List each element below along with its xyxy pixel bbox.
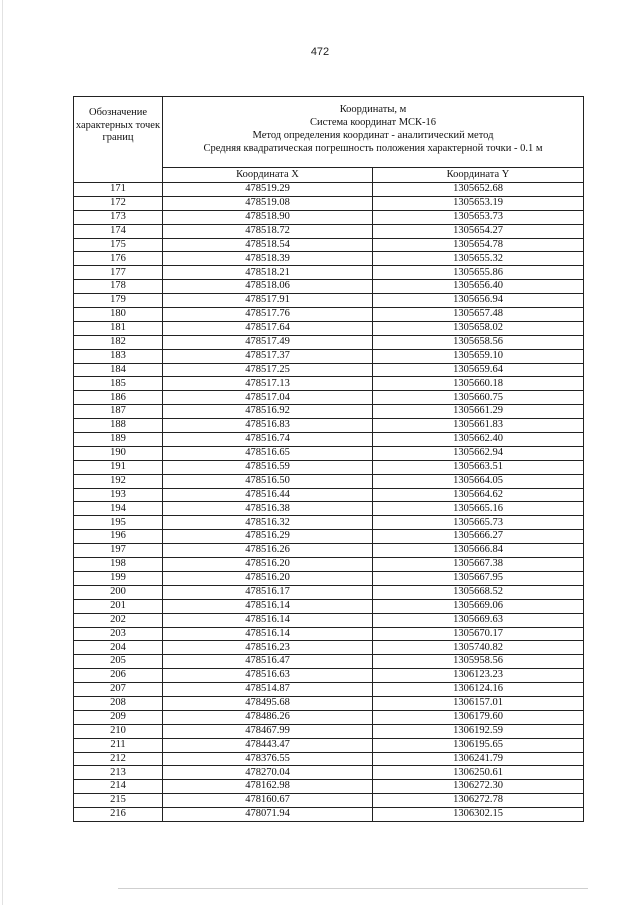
coordinate-y-cell: 1305661.83 — [373, 419, 584, 433]
point-designation-header: Обозначение характерных точек границ — [74, 97, 163, 183]
table-row — [74, 405, 584, 419]
point-id-cell: 185 — [74, 377, 163, 391]
point-id-cell: 179 — [74, 294, 163, 308]
table-row — [74, 391, 584, 405]
coordinate-x-cell: 478518.39 — [163, 252, 373, 266]
table-row — [74, 599, 584, 613]
point-id-cell: 200 — [74, 585, 163, 599]
coordinate-x-cell: 478516.92 — [163, 405, 373, 419]
point-id-cell: 199 — [74, 571, 163, 585]
table-row — [74, 502, 584, 516]
coordinate-y-cell: 1305655.32 — [373, 252, 584, 266]
coordinate-x-cell: 478516.14 — [163, 613, 373, 627]
point-id-cell: 193 — [74, 488, 163, 502]
table-row — [74, 696, 584, 710]
coordinate-x-cell: 478519.08 — [163, 196, 373, 210]
table-row — [74, 683, 584, 697]
point-id-cell: 213 — [74, 766, 163, 780]
table-row — [74, 183, 584, 197]
table-row — [74, 363, 584, 377]
coordinate-x-cell: 478516.17 — [163, 585, 373, 599]
coordinate-y-cell: 1305654.27 — [373, 224, 584, 238]
coordinate-x-cell: 478270.04 — [163, 766, 373, 780]
point-id-cell: 188 — [74, 419, 163, 433]
point-id-cell: 208 — [74, 696, 163, 710]
table-row — [74, 641, 584, 655]
point-id-cell: 210 — [74, 724, 163, 738]
coordinate-y-cell: 1305652.68 — [373, 183, 584, 197]
coordinate-x-cell: 478517.49 — [163, 335, 373, 349]
column-x-header: Координата X — [163, 168, 373, 183]
point-id-cell: 176 — [74, 252, 163, 266]
table-row — [74, 544, 584, 558]
table-row — [74, 238, 584, 252]
coordinate-x-cell: 478376.55 — [163, 752, 373, 766]
point-id-cell: 174 — [74, 224, 163, 238]
coordinate-y-cell: 1306302.15 — [373, 808, 584, 822]
coordinate-y-cell: 1305654.78 — [373, 238, 584, 252]
coordinate-y-cell: 1306123.23 — [373, 669, 584, 683]
coordinate-x-cell: 478516.83 — [163, 419, 373, 433]
coordinate-x-cell: 478516.63 — [163, 669, 373, 683]
coordinate-x-cell: 478518.54 — [163, 238, 373, 252]
coordinate-y-cell: 1305668.52 — [373, 585, 584, 599]
table-row — [74, 655, 584, 669]
coordinate-y-cell: 1305660.75 — [373, 391, 584, 405]
point-id-cell: 216 — [74, 808, 163, 822]
scan-edge-line — [2, 0, 3, 905]
coordinate-y-cell: 1305664.62 — [373, 488, 584, 502]
coordinate-y-cell: 1305958.56 — [373, 655, 584, 669]
coordinate-x-cell: 478514.87 — [163, 683, 373, 697]
coordinate-x-cell: 478516.14 — [163, 599, 373, 613]
coordinate-x-cell: 478162.98 — [163, 780, 373, 794]
coordinate-y-cell: 1305653.73 — [373, 210, 584, 224]
table-row — [74, 488, 584, 502]
point-id-cell: 207 — [74, 683, 163, 697]
coordinate-x-cell: 478517.13 — [163, 377, 373, 391]
coordinate-x-cell: 478071.94 — [163, 808, 373, 822]
table-row — [74, 419, 584, 433]
table-row — [74, 210, 584, 224]
coordinate-y-cell: 1305661.29 — [373, 405, 584, 419]
coordinate-y-cell: 1305658.56 — [373, 335, 584, 349]
coordinate-x-cell: 478516.32 — [163, 516, 373, 530]
coordinate-y-cell: 1306272.30 — [373, 780, 584, 794]
coordinate-x-cell: 478517.37 — [163, 349, 373, 363]
coordinate-x-cell: 478518.90 — [163, 210, 373, 224]
coordinate-x-cell: 478516.38 — [163, 502, 373, 516]
point-id-cell: 195 — [74, 516, 163, 530]
coordinates-header — [163, 97, 584, 168]
coordinate-x-cell: 478516.20 — [163, 571, 373, 585]
coordinate-y-cell: 1306250.61 — [373, 766, 584, 780]
coordinate-x-cell: 478467.99 — [163, 724, 373, 738]
table-row — [74, 252, 584, 266]
table-row — [74, 710, 584, 724]
coordinate-y-cell: 1305670.17 — [373, 627, 584, 641]
point-id-cell: 194 — [74, 502, 163, 516]
table-row — [74, 571, 584, 585]
coordinate-y-cell: 1306195.65 — [373, 738, 584, 752]
coordinate-y-cell: 1305669.63 — [373, 613, 584, 627]
coordinate-y-cell: 1305656.94 — [373, 294, 584, 308]
coordinate-y-cell: 1306157.01 — [373, 696, 584, 710]
coordinate-x-cell: 478495.68 — [163, 696, 373, 710]
point-id-cell: 190 — [74, 446, 163, 460]
point-id-cell: 204 — [74, 641, 163, 655]
coordinate-y-cell: 1305665.73 — [373, 516, 584, 530]
coordinate-y-cell: 1305662.40 — [373, 433, 584, 447]
table-row — [74, 766, 584, 780]
page-number: 472 — [310, 46, 330, 58]
coordinates-table — [73, 96, 584, 822]
coordinate-y-cell: 1305662.94 — [373, 446, 584, 460]
table-row — [74, 613, 584, 627]
point-id-cell: 198 — [74, 558, 163, 572]
column-y-header: Координата Y — [373, 168, 584, 183]
point-id-cell: 183 — [74, 349, 163, 363]
point-id-cell: 189 — [74, 433, 163, 447]
point-id-cell: 212 — [74, 752, 163, 766]
coordinate-x-cell: 478518.72 — [163, 224, 373, 238]
coordinate-x-cell: 478516.65 — [163, 446, 373, 460]
point-id-cell: 177 — [74, 266, 163, 280]
table-row — [74, 224, 584, 238]
coordinate-y-cell: 1306192.59 — [373, 724, 584, 738]
header-line-system: Система координат МСК-16 — [309, 117, 437, 129]
point-id-cell: 201 — [74, 599, 163, 613]
point-id-cell: 215 — [74, 794, 163, 808]
table-row — [74, 294, 584, 308]
table-row — [74, 752, 584, 766]
coordinate-y-cell: 1305657.48 — [373, 308, 584, 322]
table-row — [74, 808, 584, 822]
table-row — [74, 321, 584, 335]
header-line-accuracy: Средняя квадратическая погрешность положения характерной точки - 0.1 м — [203, 143, 543, 155]
coordinate-x-cell: 478516.14 — [163, 627, 373, 641]
point-id-cell: 214 — [74, 780, 163, 794]
coordinate-y-cell: 1305666.27 — [373, 530, 584, 544]
coordinate-y-cell: 1305740.82 — [373, 641, 584, 655]
table-row — [74, 377, 584, 391]
header-line-units: Координаты, м — [339, 104, 407, 115]
table-row — [74, 433, 584, 447]
point-id-cell: 172 — [74, 196, 163, 210]
coordinate-y-cell: 1306272.78 — [373, 794, 584, 808]
table-row — [74, 669, 584, 683]
table-row — [74, 724, 584, 738]
header-line-method: Метод определения координат - аналитический метод — [252, 130, 494, 142]
table-row — [74, 794, 584, 808]
coordinate-x-cell: 478486.26 — [163, 710, 373, 724]
table-row — [74, 349, 584, 363]
coordinate-y-cell: 1306124.16 — [373, 683, 584, 697]
coordinate-y-cell: 1306179.60 — [373, 710, 584, 724]
coordinate-x-cell: 478518.06 — [163, 280, 373, 294]
coordinate-x-cell: 478516.59 — [163, 460, 373, 474]
coordinate-x-cell: 478160.67 — [163, 794, 373, 808]
point-id-cell: 180 — [74, 308, 163, 322]
coordinate-x-cell: 478516.26 — [163, 544, 373, 558]
coordinate-y-cell: 1305659.64 — [373, 363, 584, 377]
coordinate-y-cell: 1305663.51 — [373, 460, 584, 474]
coordinate-x-cell: 478518.21 — [163, 266, 373, 280]
bottom-divider — [118, 888, 588, 889]
coordinate-x-cell: 478516.23 — [163, 641, 373, 655]
coordinate-x-cell: 478516.50 — [163, 474, 373, 488]
coordinate-y-cell: 1305659.10 — [373, 349, 584, 363]
point-id-cell: 178 — [74, 280, 163, 294]
point-id-cell: 203 — [74, 627, 163, 641]
table-row — [74, 308, 584, 322]
coordinate-y-cell: 1305667.95 — [373, 571, 584, 585]
table-row — [74, 585, 584, 599]
coordinate-y-cell: 1305653.19 — [373, 196, 584, 210]
coordinate-y-cell: 1305656.40 — [373, 280, 584, 294]
point-id-cell: 186 — [74, 391, 163, 405]
table-row — [74, 460, 584, 474]
table-row — [74, 627, 584, 641]
coordinate-x-cell: 478516.44 — [163, 488, 373, 502]
coordinate-x-cell: 478517.64 — [163, 321, 373, 335]
point-id-cell: 182 — [74, 335, 163, 349]
table-row — [74, 516, 584, 530]
coordinate-y-cell: 1305665.16 — [373, 502, 584, 516]
point-id-cell: 184 — [74, 363, 163, 377]
coordinate-x-cell: 478443.47 — [163, 738, 373, 752]
coordinate-y-cell: 1305667.38 — [373, 558, 584, 572]
coordinate-x-cell: 478516.74 — [163, 433, 373, 447]
point-id-cell: 196 — [74, 530, 163, 544]
coordinate-y-cell: 1305669.06 — [373, 599, 584, 613]
coordinate-x-cell: 478517.76 — [163, 308, 373, 322]
coordinate-x-cell: 478517.91 — [163, 294, 373, 308]
point-id-cell: 209 — [74, 710, 163, 724]
point-id-cell: 191 — [74, 460, 163, 474]
table-row — [74, 335, 584, 349]
table-row — [74, 196, 584, 210]
coordinate-x-cell: 478516.29 — [163, 530, 373, 544]
point-id-cell: 197 — [74, 544, 163, 558]
point-id-cell: 187 — [74, 405, 163, 419]
coordinate-y-cell: 1306241.79 — [373, 752, 584, 766]
point-id-cell: 175 — [74, 238, 163, 252]
point-id-cell: 202 — [74, 613, 163, 627]
point-id-cell: 192 — [74, 474, 163, 488]
table-row — [74, 266, 584, 280]
table-row — [74, 780, 584, 794]
coordinate-y-cell: 1305658.02 — [373, 321, 584, 335]
coordinate-x-cell: 478517.25 — [163, 363, 373, 377]
table-row — [74, 738, 584, 752]
point-id-cell: 211 — [74, 738, 163, 752]
point-id-cell: 173 — [74, 210, 163, 224]
coordinate-x-cell: 478516.20 — [163, 558, 373, 572]
coordinate-x-cell: 478519.29 — [163, 183, 373, 197]
table-row — [74, 280, 584, 294]
point-id-cell: 205 — [74, 655, 163, 669]
coordinate-y-cell: 1305666.84 — [373, 544, 584, 558]
point-id-cell: 206 — [74, 669, 163, 683]
coordinate-y-cell: 1305660.18 — [373, 377, 584, 391]
table-header-row — [74, 97, 584, 168]
table-row — [74, 446, 584, 460]
table-row — [74, 530, 584, 544]
coordinate-x-cell: 478516.47 — [163, 655, 373, 669]
point-id-cell: 171 — [74, 183, 163, 197]
coordinate-x-cell: 478517.04 — [163, 391, 373, 405]
coordinate-y-cell: 1305655.86 — [373, 266, 584, 280]
table-row — [74, 474, 584, 488]
table-row — [74, 558, 584, 572]
coordinate-y-cell: 1305664.05 — [373, 474, 584, 488]
point-id-cell: 181 — [74, 321, 163, 335]
